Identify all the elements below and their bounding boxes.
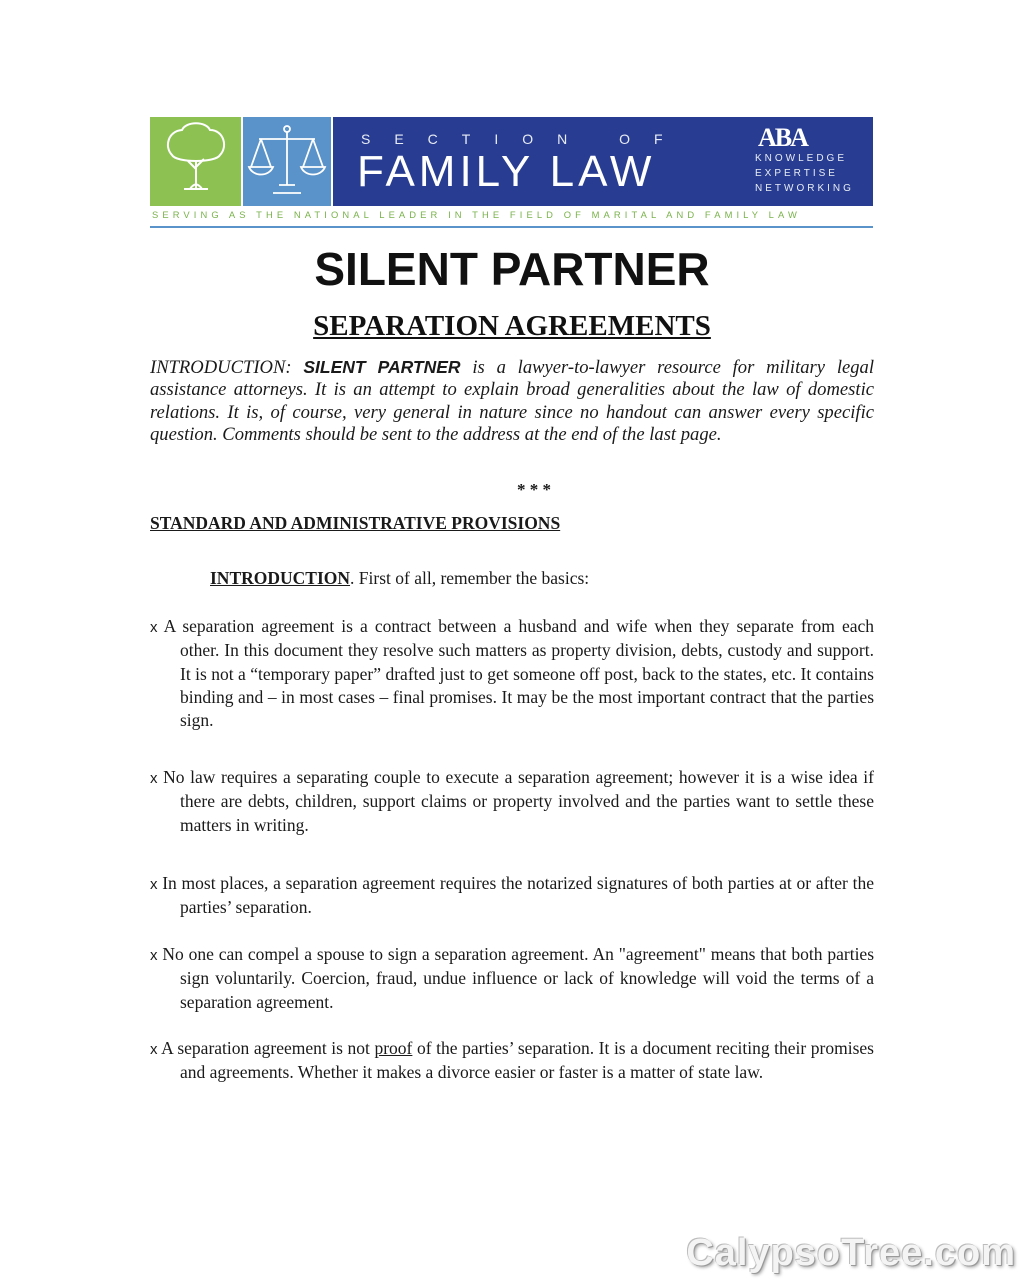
intro-paragraph [150,356,874,447]
aba-taglines [755,151,854,196]
bullet-mark: x [150,947,158,964]
basics-intro [210,568,589,589]
list-item-text: In most places, a separation agreement requires the notarized signatures of both parties at or after the parties’ separation. [162,873,874,918]
section-heading: STANDARD AND ADMINISTRATIVE PROVISIONS [150,513,561,533]
list-item [150,615,874,732]
list-item-text: No law requires a separating couple to execute a separation agreement; however it is a wise idea if there are debts, children, support claims or property involved and the parties want to settle these matters in writing. [163,767,875,835]
scales-of-justice-icon [243,117,331,206]
list-item [150,1037,874,1085]
list-item [150,872,874,920]
banner-main-panel [333,117,873,206]
intro-text: is a lawyer-to-lawyer resource for military legal assistance attorneys. It is an attempt to explain broad generalities about the law of domestic relations. It is, of course, very general in nature since no handout can answer every specific question. Comments should be sent to the address at the end of the last page. [150,357,875,446]
list-item-text: A separation agreement is a contract between a husband and wife when they separate from each other. In this document they resolve such matters as property division, debts, custody and support. It is not a “temporary paper” drafted just to get someone off post, back to the states, etc. It contains binding and – in most cases – final promises. It may be the most important contract that the parties sign. [163,616,874,731]
banner-tagline: SERVING AS THE NATIONAL LEADER IN THE FIELD OF MARITAL AND FAMILY LAW [152,209,801,220]
list-item [150,943,874,1014]
section-separator: * * * [517,480,551,499]
bullet-mark: x [150,770,158,787]
basics-text: . First of all, remember the basics: [350,568,590,588]
page-subtitle: SEPARATION AGREEMENTS [313,310,711,342]
list-item [150,766,874,837]
intro-prefix: INTRODUCTION: [150,357,304,378]
watermark: CalypsoTree.com [686,1232,1016,1274]
tree-icon [150,117,241,206]
bullet-mark: x [150,619,158,636]
bullet-mark: x [150,1041,158,1058]
list-item-text-start: A separation agreement is not [161,1038,375,1058]
aba-line-networking: NETWORKING [755,183,854,194]
bullet-mark: x [150,876,158,893]
banner-section-label: SECTION OF [361,131,687,147]
page-title: SILENT PARTNER [314,243,710,295]
family-law-banner [150,117,873,230]
aba-line-expertise: EXPERTISE [755,168,838,179]
banner-title: FAMILY LAW [357,147,656,196]
basics-lead: INTRODUCTION [210,568,351,588]
list-item-text-end: of the parties’ separation. It is a document reciting their promises and agreements. Whether it makes a divorce easier or faster is a matter of state law. [180,1038,874,1083]
banner-divider [150,226,873,228]
aba-logo: ABA [758,123,807,152]
aba-line-knowledge: KNOWLEDGE [755,153,848,164]
list-item-text: No one can compel a spouse to sign a separation agreement. An "agreement" means that both parties sign voluntarily. Coercion, fraud, undue influence or lack of knowledge will void the terms of a separation agreement. [162,944,875,1012]
emphasis-proof: proof [374,1038,413,1058]
intro-brand: SILENT PARTNER [303,357,461,377]
